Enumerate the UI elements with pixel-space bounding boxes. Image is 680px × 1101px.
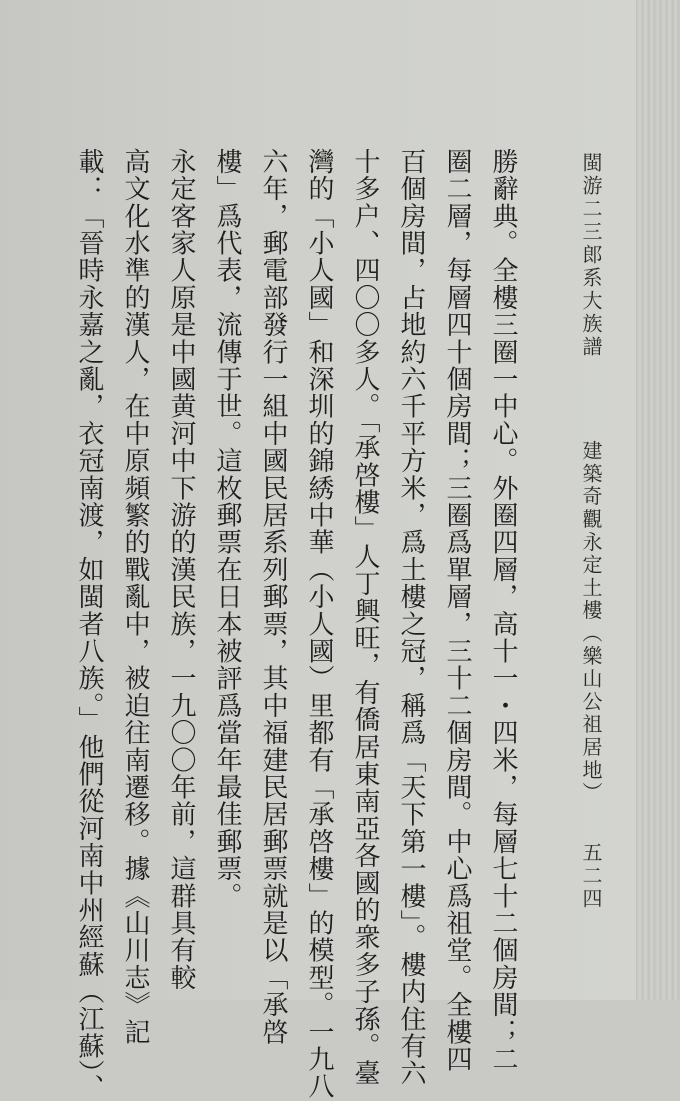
text-column-6: 六年，郵電部發行一組中國民居系列郵票，其中福建民居郵票就是以「承啓 bbox=[258, 148, 288, 1046]
page-number: 五二四 bbox=[579, 842, 603, 911]
section-title: 建築奇觀永定土樓（樂山公祖居地） bbox=[579, 440, 603, 805]
page-edge bbox=[636, 0, 680, 1000]
book-title: 閩游二三郎系大族譜 bbox=[579, 152, 603, 359]
text-column-3: 百個房間，占地約六千平方米，爲土樓之冠，稱爲「天下第一樓」。樓内住有六 bbox=[396, 148, 426, 1087]
text-column-8: 永定客家人原是中國黄河中下游的漢民族，一九〇〇年前，這群具有較 bbox=[166, 148, 196, 992]
text-column-1: 勝辭典。全樓三圈一中心。外圈四層，高十一・四米，每層七十二個房間；二 bbox=[488, 148, 518, 1073]
text-column-2: 圈二層，每層四十個房間；三圈爲單層，三十二個房間。中心爲祖堂。全樓四 bbox=[442, 148, 472, 1073]
text-column-9: 高文化水準的漢人，在中原頻繁的戰亂中，被迫往南遷移。據《山川志》記 bbox=[120, 148, 150, 1046]
text-column-10: 載：「晉時永嘉之亂，衣冠南渡，如閩者八族。」他們從河南中州經蘇（江蘇）、 bbox=[74, 148, 104, 1101]
text-column-5: 灣的「小人國」和深圳的錦綉中華（小人國）里都有「承啓樓」的模型。一九八 bbox=[304, 148, 334, 1100]
text-column-4: 十多户、四〇〇多人。「承啓樓」人丁興旺，有僑居東南亞各國的衆多子孫。臺 bbox=[350, 148, 380, 1087]
text-column-7: 樓」爲代表，流傳于世。這枚郵票在日本被評爲當年最佳郵票。 bbox=[212, 148, 242, 910]
